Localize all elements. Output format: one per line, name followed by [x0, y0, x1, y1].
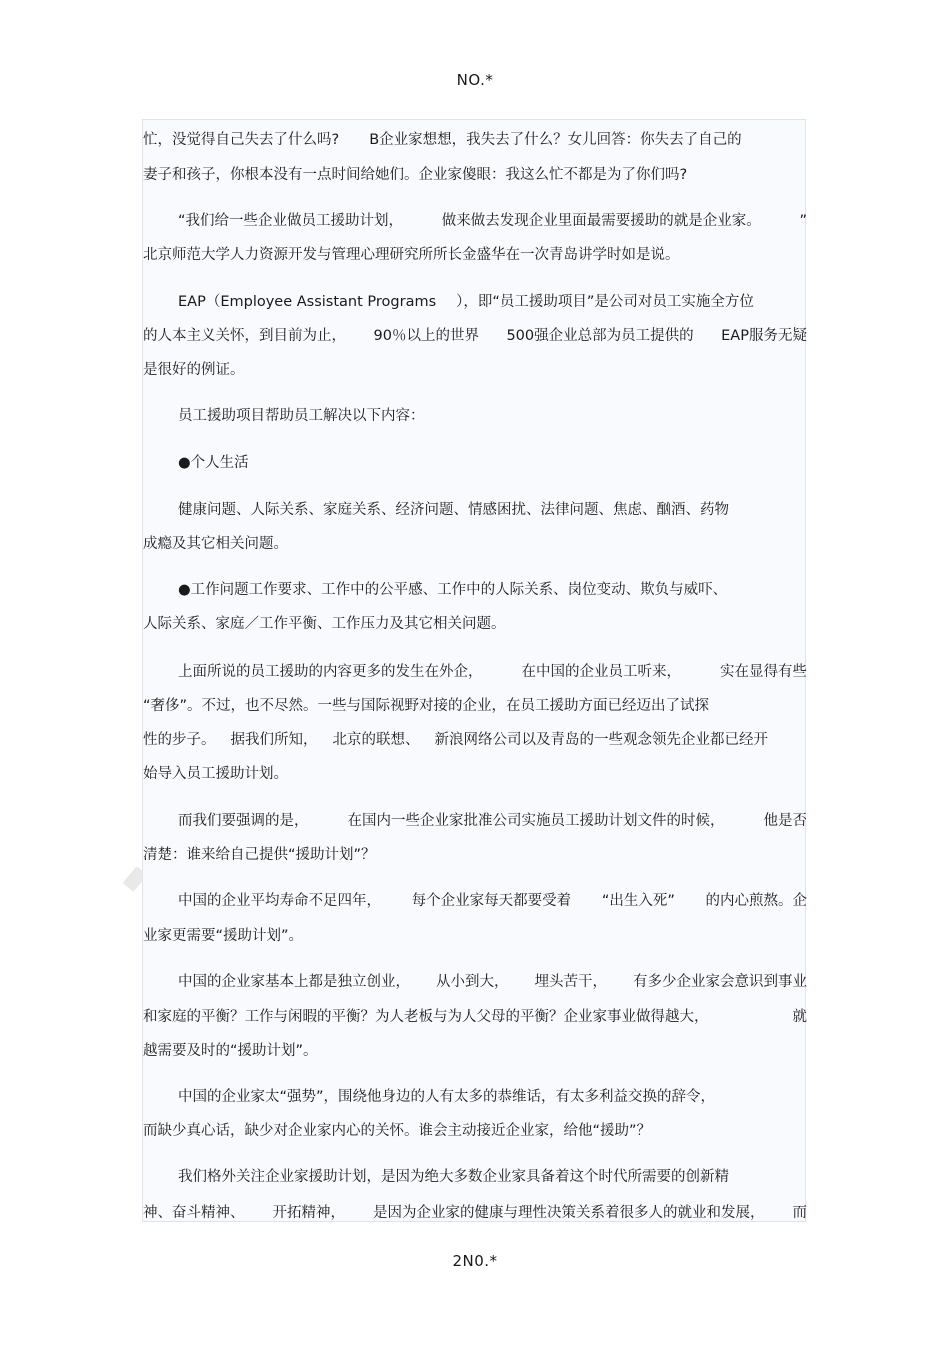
text-line — [143, 1121, 807, 1141]
text-segment: 从小到大， — [436, 974, 509, 990]
text-segment: ●个人生活 — [178, 455, 249, 471]
text-segment: EAP（Employee Assistant Programs — [178, 294, 437, 310]
text-segment: 我们格外关注企业家援助计划， — [178, 1169, 381, 1185]
text-segment: 是因为绝大多数企业家具备着这个时代所需要的创新精 — [381, 1169, 729, 1185]
text-line — [143, 1087, 807, 1107]
text-segment: 员工援助项目帮助员工解决以下内容： — [178, 408, 425, 424]
text-line — [143, 292, 807, 312]
footer-page-number: 2N0.* — [452, 1252, 498, 1270]
text-line — [143, 972, 807, 992]
text-line — [143, 453, 807, 473]
text-segment: ），即“员工援助项目”是公司对员工实施全方位 — [456, 294, 754, 310]
text-segment: EAP服务无疑 — [721, 328, 807, 344]
text-segment: 中国的企业平均寿命不足四年， — [178, 893, 381, 909]
text-segment: “奢侈”。不过，也不尽然。一些与国际视野对接的企业，在员工援助方面已经迈出了试探 — [143, 698, 710, 714]
text-segment: 性的步子。 — [143, 732, 216, 748]
text-segment: 在中国的企业员工听来， — [521, 664, 681, 680]
text-line — [143, 534, 807, 554]
text-line — [143, 1203, 807, 1223]
text-line — [143, 696, 807, 716]
text-line — [143, 764, 807, 784]
text-segment: 神、奋斗精神、 — [143, 1205, 245, 1221]
text-segment: 越需要及时的“援助计划”。 — [143, 1043, 318, 1059]
text-segment: 的内心煎熬。企 — [705, 893, 807, 909]
text-line — [143, 360, 807, 380]
text-segment: 做来做去发现企业里面最需要援助的就是企业家。 — [441, 213, 761, 229]
text-segment: 人际关系、家庭／工作平衡、工作压力及其它相关问题。 — [143, 616, 506, 632]
text-segment: 而缺少真心话，缺少对企业家内心的关怀。谁会主动接近企业家，给他“援助”？ — [143, 1123, 652, 1139]
text-line — [143, 211, 807, 231]
text-segment: 他是否 — [763, 813, 807, 829]
text-segment: 开拓精神， — [272, 1205, 345, 1221]
text-line — [143, 580, 807, 600]
header-page-number: NO.* — [456, 71, 494, 89]
text-line — [143, 926, 807, 946]
text-line — [143, 1007, 807, 1027]
text-segment: 500强企业总部为员工提供的 — [506, 328, 694, 344]
text-segment: 成瘾及其它相关问题。 — [143, 536, 288, 552]
text-segment: 是很好的例证。 — [143, 362, 245, 378]
text-segment: 在国内一些企业家批准公司实施员工援助计划文件的时候， — [347, 813, 725, 829]
text-line — [143, 1167, 807, 1187]
text-segment: 清楚：谁来给自己提供“援助计划”？ — [143, 847, 376, 863]
text-line — [143, 165, 807, 185]
text-segment: 据我们所知， — [230, 732, 318, 748]
text-segment: 每个企业家每天都要受着 — [411, 893, 572, 909]
document-body — [142, 119, 806, 1222]
text-segment: ” — [799, 213, 807, 229]
text-line — [143, 811, 807, 831]
text-segment: 新浪网络公司以及青岛的一些观念领先企业都已经开 — [434, 732, 768, 748]
text-segment: 忙，没觉得自己失去了什么吗? — [143, 132, 340, 148]
text-segment: 实在显得有些 — [720, 664, 807, 680]
text-segment: 就 — [792, 1009, 807, 1025]
text-segment: 而我们要强调的是， — [178, 813, 309, 829]
text-segment: “我们给一些企业做员工援助计划， — [178, 213, 404, 229]
text-line — [143, 614, 807, 634]
text-line — [143, 130, 807, 150]
text-line — [143, 845, 807, 865]
text-segment: 北京的联想、 — [332, 732, 420, 748]
text-segment: 和家庭的平衡？工作与闲暇的平衡？为人老板与为人父母的平衡？企业家事业做得越大， — [143, 1009, 709, 1025]
text-segment: 的人本主义关怀，到目前为止， — [143, 328, 346, 344]
text-line — [143, 406, 807, 426]
text-line — [143, 662, 807, 682]
text-segment: 90％以上的世界 — [373, 328, 479, 344]
text-segment: 中国的企业家太“强势”，围绕他身边的人有太多的恭维话，有太多利益交换的辞令， — [178, 1089, 716, 1105]
text-line — [143, 891, 807, 911]
text-segment: 北京师范大学人力资源开发与管理心理研究所所长金盛华在一次青岛讲学时如是说。 — [143, 247, 680, 263]
text-line — [143, 326, 807, 346]
text-segment: 是因为企业家的健康与理性决策关系着很多人的就业和发展， — [373, 1205, 765, 1221]
text-segment: 有多少企业家会意识到事业 — [633, 974, 807, 990]
text-segment: 上面所说的员工援助的内容更多的发生在外企， — [178, 664, 483, 680]
text-segment: “出生入死” — [601, 893, 675, 909]
text-line — [143, 245, 807, 265]
text-line — [143, 1041, 807, 1061]
text-segment: 妻子和孩子，你根本没有一点时间给她们。企业家傻眼：我这么忙不都是为了你们吗? — [143, 167, 688, 183]
text-segment: 健康问题、人际关系、家庭关系、经济问题、情感困扰、法律问题、焦虑、酗酒、药物 — [178, 502, 729, 518]
text-segment: 埋头苦干， — [534, 974, 607, 990]
text-line — [143, 730, 807, 750]
text-segment: B企业家想想，我失去了什么？女儿回答：你失去了自己的 — [369, 132, 742, 148]
text-segment: 而 — [792, 1205, 807, 1221]
text-segment: ●工作问题工作要求、工作中的公平感、工作中的人际关系、岗位变动、欺负与威吓、 — [178, 582, 728, 598]
text-line — [143, 500, 807, 520]
text-segment: 中国的企业家基本上都是独立创业， — [178, 974, 410, 990]
text-segment: 始导入员工援助计划。 — [143, 766, 288, 782]
text-segment: 业家更需要“援助计划”。 — [143, 928, 304, 944]
